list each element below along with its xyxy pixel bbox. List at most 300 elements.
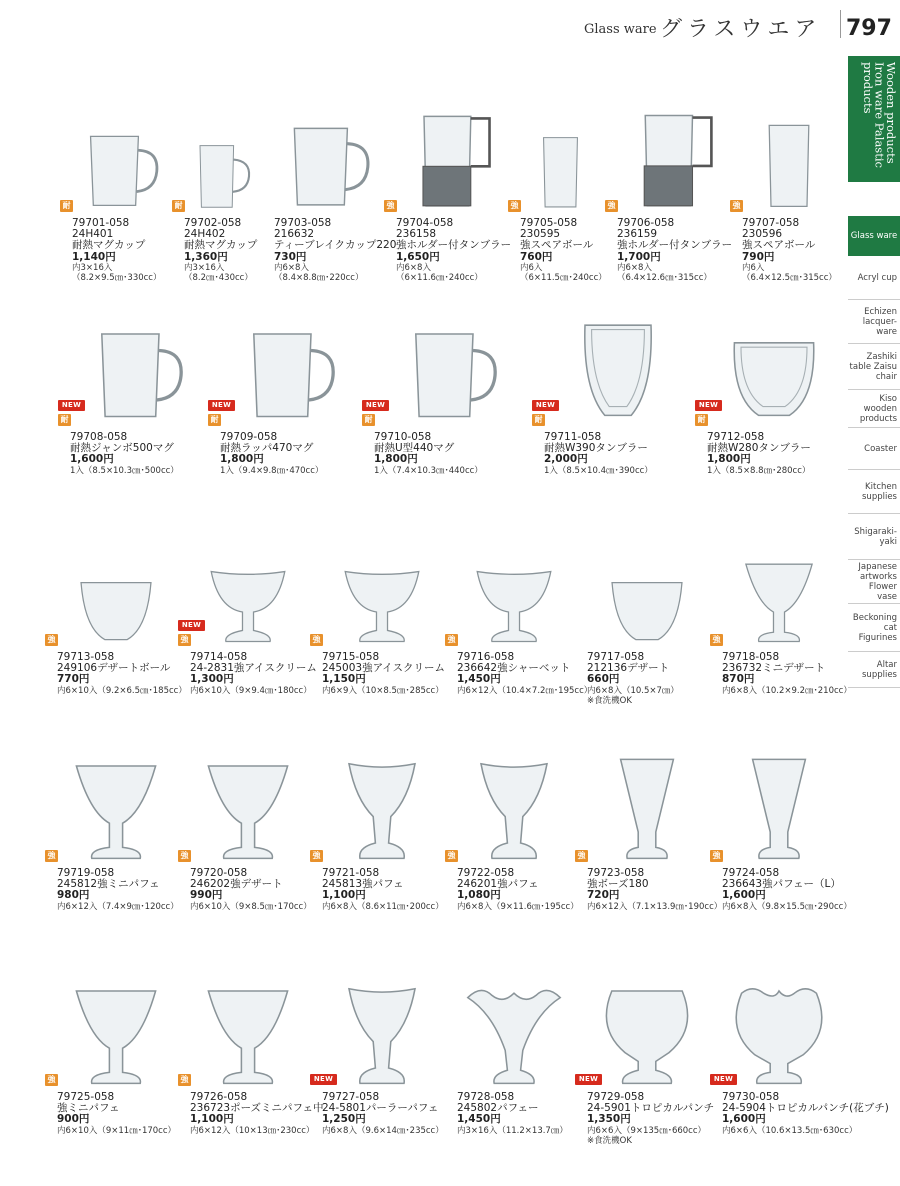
product-price: 1,100円 — [322, 889, 366, 902]
product-price: 1,800円 — [374, 453, 418, 466]
glass-illustration — [193, 555, 303, 647]
product-info — [322, 652, 445, 696]
product-code: 79722-058 — [457, 867, 515, 879]
sidebar-tab-label: Kiso wooden products — [859, 393, 897, 424]
product-spec: （7.4×9㎝･120cc） — [97, 901, 179, 912]
new-badge: NEW — [362, 400, 389, 411]
product-name: 強ボーズ180 — [587, 878, 649, 891]
product-pack — [396, 263, 511, 283]
product-price: 2,000円 — [544, 453, 588, 466]
product-spec: （11.2×13.7㎝） — [497, 1125, 568, 1136]
product-code: 79701-058 — [72, 217, 130, 229]
product-price: 990円 — [190, 889, 223, 902]
tempered-badge: 強 — [310, 634, 323, 646]
product-name: 耐熱ラッパ470マグ — [220, 442, 314, 455]
glass-illustration — [327, 945, 437, 1090]
heat-resistant-badge: 耐 — [58, 414, 71, 426]
product-price: 660円 — [587, 673, 620, 686]
product-price: 1,250円 — [322, 1113, 366, 1126]
product-note: ※食洗機OK — [587, 1135, 632, 1146]
product-code: 79707-058 — [742, 217, 800, 229]
product-spec: （9×11.6㎝･195cc） — [491, 901, 579, 912]
glass-illustration — [61, 555, 171, 647]
product-spec: （8.2×9.5㎝･330cc） — [72, 272, 162, 283]
product-pack — [722, 686, 852, 696]
product-spec: （9.2×6.5㎝･185cc） — [97, 685, 187, 696]
product-info — [520, 218, 607, 283]
product-info — [190, 652, 317, 696]
page-header — [0, 0, 900, 50]
product-name: 強ミニパフェ — [57, 1102, 120, 1115]
product-code: 79704-058 — [396, 217, 454, 229]
product-quantity: 1入 — [374, 465, 388, 476]
product-name: 強ホルダー付タンブラー — [396, 239, 512, 252]
product-code: 79709-058 — [220, 431, 278, 443]
product-spec: （9.4×9.8㎝･470cc） — [233, 465, 324, 476]
product-pack — [322, 686, 445, 696]
product-pack — [374, 466, 483, 476]
product-code: 79729-058 — [587, 1091, 645, 1103]
product-code: 79710-058 — [374, 431, 432, 443]
product-spec: （9×8.5㎝･170cc） — [230, 901, 312, 912]
product-code: 79718-058 — [722, 651, 780, 663]
product-pack — [57, 1126, 176, 1136]
glass-illustration — [61, 945, 171, 1090]
product-quantity: 内6×8入 — [322, 1125, 357, 1136]
product-name: 236732ミニデザート — [722, 662, 826, 675]
product-spec: （8.6×11㎝･200cc） — [356, 901, 444, 912]
glass-illustration — [744, 90, 834, 210]
new-badge: NEW — [310, 1074, 337, 1085]
product-pack — [457, 686, 592, 696]
product-quantity: 内6入 — [520, 262, 543, 273]
glass-illustration — [234, 310, 344, 422]
product-spec: （8.2㎝･430cc） — [184, 272, 253, 283]
glass-illustration — [459, 725, 569, 865]
product-spec: （6×11.5㎝･240cc） — [520, 272, 607, 283]
sidebar-tab-coaster[interactable] — [848, 428, 900, 470]
product-pack — [184, 263, 257, 283]
glass-illustration — [327, 555, 437, 647]
page-number: 797 — [846, 16, 892, 41]
product-price: 1,450円 — [457, 673, 501, 686]
product-price: 900円 — [57, 1113, 90, 1126]
product-info — [457, 1092, 568, 1136]
sidebar-tab-label: Glass ware — [850, 231, 898, 241]
heat-resistant-badge: 耐 — [532, 414, 545, 426]
product-pack — [274, 263, 396, 283]
product-quantity: 内6×12入 — [57, 901, 98, 912]
product-name: 24-5901トロピカルパンチ — [587, 1102, 715, 1115]
product-price: 770円 — [57, 673, 90, 686]
product-quantity: 1入 — [707, 465, 721, 476]
sidebar-tab-altar-supplies[interactable] — [848, 652, 900, 688]
product-pack — [57, 686, 187, 696]
product-quantity: 内6×8入 — [617, 262, 652, 273]
product-name: 強ホルダー付タンブラー — [617, 239, 733, 252]
product-price: 1,700円 — [617, 250, 661, 263]
tempered-badge: 強 — [45, 634, 58, 646]
sidebar-tab-acryl-cup[interactable] — [848, 256, 900, 300]
product-model: 216632 — [274, 228, 315, 241]
product-pack — [190, 1126, 324, 1136]
product-pack — [457, 902, 579, 912]
product-pack — [190, 902, 312, 912]
product-model: 24H401 — [72, 228, 114, 241]
product-quantity: 内6×10入 — [190, 685, 231, 696]
product-info — [274, 218, 396, 283]
new-badge: NEW — [532, 400, 559, 411]
product-model: 24H402 — [184, 228, 226, 241]
product-quantity: 内6×12入 — [587, 901, 628, 912]
product-pack — [742, 263, 837, 283]
product-info — [190, 868, 312, 912]
product-name: 強スペアボール — [520, 239, 594, 252]
sidebar-tab-label: Shigaraki-yaki — [854, 526, 897, 547]
product-code: 79713-058 — [57, 651, 115, 663]
glass-illustration — [719, 310, 829, 422]
product-info — [722, 652, 852, 696]
product-spec: （9×135㎝･660cc） — [621, 1125, 707, 1136]
product-quantity: 内6×8入 — [587, 685, 622, 696]
product-pack — [190, 686, 317, 696]
product-code: 79728-058 — [457, 1091, 515, 1103]
product-spec: （6.4×12.5㎝･315cc） — [742, 272, 837, 283]
tempered-badge: 強 — [178, 1074, 191, 1086]
sidebar-tab-glass-ware[interactable] — [848, 216, 900, 256]
product-code: 79714-058 — [190, 651, 248, 663]
glass-illustration — [592, 725, 702, 865]
glass-illustration — [459, 945, 569, 1090]
product-pack — [707, 466, 811, 476]
glass-illustration — [459, 555, 569, 647]
tempered-badge: 強 — [605, 200, 618, 212]
product-info — [742, 218, 837, 283]
product-name: 245802パフェー — [457, 1102, 539, 1115]
product-code: 79711-058 — [544, 431, 602, 443]
product-quantity: 1入 — [220, 465, 234, 476]
product-code: 79719-058 — [57, 867, 115, 879]
sidebar-tab-beckoning-cat-figurines[interactable] — [848, 604, 900, 652]
product-info — [322, 1092, 444, 1136]
product-name: 212136デザート — [587, 662, 670, 675]
header-title-jp: グラスウエア — [660, 17, 822, 42]
product-info — [457, 868, 579, 912]
product-name: 246201強パフェ — [457, 878, 539, 891]
tempered-badge: 強 — [730, 200, 743, 212]
product-model: 236159 — [617, 228, 658, 241]
product-quantity: 内6入 — [742, 262, 765, 273]
product-code: 79705-058 — [520, 217, 578, 229]
product-info — [70, 432, 179, 476]
product-quantity: 内6×8入 — [722, 901, 757, 912]
product-quantity: 内6×8入 — [457, 901, 492, 912]
tempered-badge: 強 — [575, 850, 588, 862]
product-name: 耐熱ジャンボ500マグ — [70, 442, 174, 455]
product-info — [617, 218, 732, 283]
product-pack — [587, 686, 679, 696]
product-spec: （8.5×8.8㎝･280cc） — [720, 465, 811, 476]
product-pack — [322, 1126, 444, 1136]
product-info — [587, 652, 679, 706]
product-spec: （10.4×7.2㎝･195cc） — [497, 685, 593, 696]
product-name: 249106デザートボール — [57, 662, 171, 675]
product-info — [396, 218, 511, 283]
glass-illustration — [522, 90, 599, 210]
tempered-badge: 強 — [178, 634, 191, 646]
product-spec: （10.2×9.2㎝･210cc） — [756, 685, 852, 696]
sidebar-tab-label: Japanese artworks Flower vase — [858, 561, 897, 602]
product-quantity: 内3×16入 — [457, 1125, 498, 1136]
product-name: ティーブレイクカップ220 — [274, 239, 397, 252]
sidebar-tab-echizen-lacquer-ware[interactable] — [848, 300, 900, 344]
product-spec: （10×8.5㎝･285cc） — [356, 685, 444, 696]
product-price: 1,300円 — [190, 673, 234, 686]
glass-illustration — [74, 90, 166, 210]
product-price: 1,150円 — [322, 673, 366, 686]
product-price: 1,800円 — [220, 453, 264, 466]
product-price: 1,650円 — [396, 250, 440, 263]
product-pack — [57, 902, 179, 912]
product-code: 79715-058 — [322, 651, 380, 663]
product-pack — [722, 1126, 889, 1136]
product-note: ※食洗機OK — [587, 695, 632, 706]
glass-illustration — [724, 945, 834, 1090]
product-code: 79720-058 — [190, 867, 248, 879]
glass-illustration — [193, 725, 303, 865]
product-info — [722, 1092, 889, 1136]
sidebar-tab-zashiki-table-zaisu-chair[interactable] — [848, 344, 900, 390]
heat-resistant-badge: 耐 — [362, 414, 375, 426]
tempered-badge: 強 — [508, 200, 521, 212]
product-spec: （6.4×12.6㎝･315cc） — [617, 272, 712, 283]
new-badge: NEW — [695, 400, 722, 411]
product-name: 耐熱W280タンブラー — [707, 442, 811, 455]
product-spec: （7.4×10.3㎝･440cc） — [387, 465, 483, 476]
product-name: 24-2831強アイスクリーム — [190, 662, 317, 675]
product-info — [220, 432, 323, 476]
product-quantity: 内6×12入 — [190, 1125, 231, 1136]
product-code: 79727-058 — [322, 1091, 380, 1103]
product-info — [457, 652, 592, 696]
product-quantity: 1入 — [70, 465, 84, 476]
product-price: 1,100円 — [190, 1113, 234, 1126]
product-name: 24-5801パーラーパフェ — [322, 1102, 439, 1115]
sidebar-tab-label: Beckoning cat Figurines — [852, 612, 897, 643]
product-code: 79730-058 — [722, 1091, 780, 1103]
sidebar-tab-label: Coaster — [864, 443, 897, 454]
product-pack — [72, 263, 161, 283]
tempered-badge: 強 — [178, 850, 191, 862]
sidebar-tab-japanese-artworks-flower-vase[interactable] — [848, 560, 900, 604]
header-divider — [840, 10, 841, 38]
product-quantity: 内6×10入 — [190, 901, 231, 912]
product-pack — [322, 902, 444, 912]
product-price: 1,080円 — [457, 889, 501, 902]
product-model: 236158 — [396, 228, 437, 241]
product-name: 245813強パフェ — [322, 878, 404, 891]
sidebar-tab-kiso-wooden-products[interactable] — [848, 390, 900, 428]
new-badge: NEW — [58, 400, 85, 411]
glass-illustration — [82, 310, 192, 422]
glass-illustration — [327, 725, 437, 865]
new-badge: NEW — [575, 1074, 602, 1085]
new-badge: NEW — [710, 1074, 737, 1085]
product-spec: （9.6×14㎝･235cc） — [356, 1125, 444, 1136]
product-price: 1,600円 — [70, 453, 114, 466]
product-price: 1,350円 — [587, 1113, 631, 1126]
product-info — [374, 432, 483, 476]
product-spec: （9×9.4㎝･180cc） — [230, 685, 312, 696]
product-pack — [220, 466, 323, 476]
glass-illustration — [193, 945, 303, 1090]
product-price: 1,600円 — [722, 889, 766, 902]
product-quantity: 内6×10入 — [57, 1125, 98, 1136]
product-info — [57, 652, 187, 696]
sidebar-tab-kitchen-supplies[interactable] — [848, 470, 900, 514]
glass-illustration — [398, 90, 502, 210]
product-name: 245812強ミニパフェ — [57, 878, 160, 891]
product-quantity: 内6×8入 — [274, 262, 309, 273]
product-model: 230595 — [520, 228, 561, 241]
product-name: 24-5904トロピカルパンチ(花ブチ) — [722, 1102, 889, 1115]
product-code: 79702-058 — [184, 217, 242, 229]
product-model: 230596 — [742, 228, 783, 241]
product-price: 980円 — [57, 889, 90, 902]
sidebar-tab-label: Echizen lacquer-ware — [862, 306, 897, 337]
product-price: 1,140円 — [72, 250, 116, 263]
product-name: 246202強デザート — [190, 878, 283, 891]
tempered-badge: 強 — [710, 634, 723, 646]
product-code: 79717-058 — [587, 651, 645, 663]
product-price: 730円 — [274, 250, 307, 263]
product-price: 720円 — [587, 889, 620, 902]
product-spec: （9.8×15.5㎝･290cc） — [756, 901, 852, 912]
glass-illustration — [276, 90, 378, 210]
glass-illustration — [592, 555, 702, 647]
product-code: 79703-058 — [274, 217, 332, 229]
product-spec: （6×11.6㎝･240cc） — [396, 272, 483, 283]
product-name: 耐熱W390タンブラー — [544, 442, 648, 455]
product-spec: （8.4×8.8㎝･220cc） — [274, 272, 364, 283]
glass-illustration — [61, 725, 171, 865]
glass-illustration — [563, 310, 673, 422]
product-quantity: 内6×8入 — [322, 901, 357, 912]
product-price: 1,360円 — [184, 250, 228, 263]
product-info — [722, 868, 852, 912]
tempered-badge: 強 — [45, 1074, 58, 1086]
product-quantity: 内6×8入 — [722, 685, 757, 696]
heat-resistant-badge: 耐 — [60, 200, 73, 212]
tempered-badge: 強 — [710, 850, 723, 862]
product-quantity: 内6×12入 — [457, 685, 498, 696]
product-name: 耐熱マグカップ — [72, 239, 146, 252]
glass-illustration — [619, 90, 724, 210]
tempered-badge: 強 — [445, 850, 458, 862]
sidebar-tab-label: Zashiki table Zaisu chair — [849, 351, 897, 382]
product-code: 79706-058 — [617, 217, 675, 229]
product-price: 1,600円 — [722, 1113, 766, 1126]
product-code: 79724-058 — [722, 867, 780, 879]
heat-resistant-badge: 耐 — [208, 414, 221, 426]
product-code: 79725-058 — [57, 1091, 115, 1103]
product-info — [72, 218, 161, 283]
product-name: 236642強シャーベット — [457, 662, 571, 675]
product-price: 1,800円 — [707, 453, 751, 466]
heat-resistant-badge: 耐 — [172, 200, 185, 212]
product-code: 79708-058 — [70, 431, 128, 443]
product-spec: （10.6×13.5㎝･630cc） — [756, 1125, 858, 1136]
product-name: 強スペアボール — [742, 239, 816, 252]
product-pack — [587, 1126, 714, 1136]
product-spec: （10×13㎝･230cc） — [230, 1125, 315, 1136]
product-info — [190, 1092, 324, 1136]
product-spec: （8.5×10.4㎝･390cc） — [557, 465, 653, 476]
sidebar-tab-label: Altar supplies — [862, 659, 897, 680]
product-name: 耐熱マグカップ — [184, 239, 258, 252]
product-info — [587, 1092, 714, 1146]
product-price: 790円 — [742, 250, 775, 263]
product-name: 耐熱U型440マグ — [374, 442, 455, 455]
glass-illustration — [592, 945, 702, 1090]
glass-illustration — [396, 310, 506, 422]
product-pack — [457, 1126, 568, 1136]
product-quantity: 内6×9入 — [322, 685, 357, 696]
product-name: 245003強アイスクリーム — [322, 662, 446, 675]
glass-illustration — [724, 555, 834, 647]
product-spec: （7.1×13.9㎝･190cc） — [627, 901, 723, 912]
category-sidebar — [846, 56, 900, 1186]
product-code: 79712-058 — [707, 431, 765, 443]
product-info — [184, 218, 257, 283]
tempered-badge: 強 — [384, 200, 397, 212]
product-pack — [70, 466, 179, 476]
product-info — [322, 868, 444, 912]
product-code: 79721-058 — [322, 867, 380, 879]
sidebar-tab-shigaraki-yaki[interactable] — [848, 514, 900, 560]
product-name: 236643強パフェー（L） — [722, 878, 841, 891]
glass-illustration — [724, 725, 834, 865]
product-pack — [722, 902, 852, 912]
product-code: 79726-058 — [190, 1091, 248, 1103]
product-pack — [587, 902, 722, 912]
product-quantity: 内6×8入 — [396, 262, 431, 273]
product-price: 760円 — [520, 250, 553, 263]
product-quantity: 内6×10入 — [57, 685, 98, 696]
tempered-badge: 強 — [445, 634, 458, 646]
product-pack — [544, 466, 653, 476]
product-code: 79716-058 — [457, 651, 515, 663]
new-badge: NEW — [208, 400, 235, 411]
product-price: 870円 — [722, 673, 755, 686]
product-info — [707, 432, 811, 476]
product-price: 1,450円 — [457, 1113, 501, 1126]
sidebar-section-label: Wooden products Iron ware Palastic products — [848, 56, 900, 182]
product-name: 236723ポーズミニパフェ中 — [190, 1102, 324, 1115]
product-pack — [617, 263, 732, 283]
sidebar-tab-label: Kitchen supplies — [862, 481, 897, 502]
product-spec: （8.5×10.3㎝･500cc） — [83, 465, 179, 476]
product-pack — [520, 263, 607, 283]
header-title-en: Glass ware — [584, 22, 657, 37]
heat-resistant-badge: 耐 — [695, 414, 708, 426]
product-spec: （9×11㎝･170cc） — [97, 1125, 177, 1136]
product-quantity: 内6×6入 — [587, 1125, 622, 1136]
product-quantity: 内6×6入 — [722, 1125, 757, 1136]
tempered-badge: 強 — [310, 850, 323, 862]
sidebar-tab-label: Acryl cup — [857, 272, 897, 283]
new-badge: NEW — [178, 620, 205, 631]
